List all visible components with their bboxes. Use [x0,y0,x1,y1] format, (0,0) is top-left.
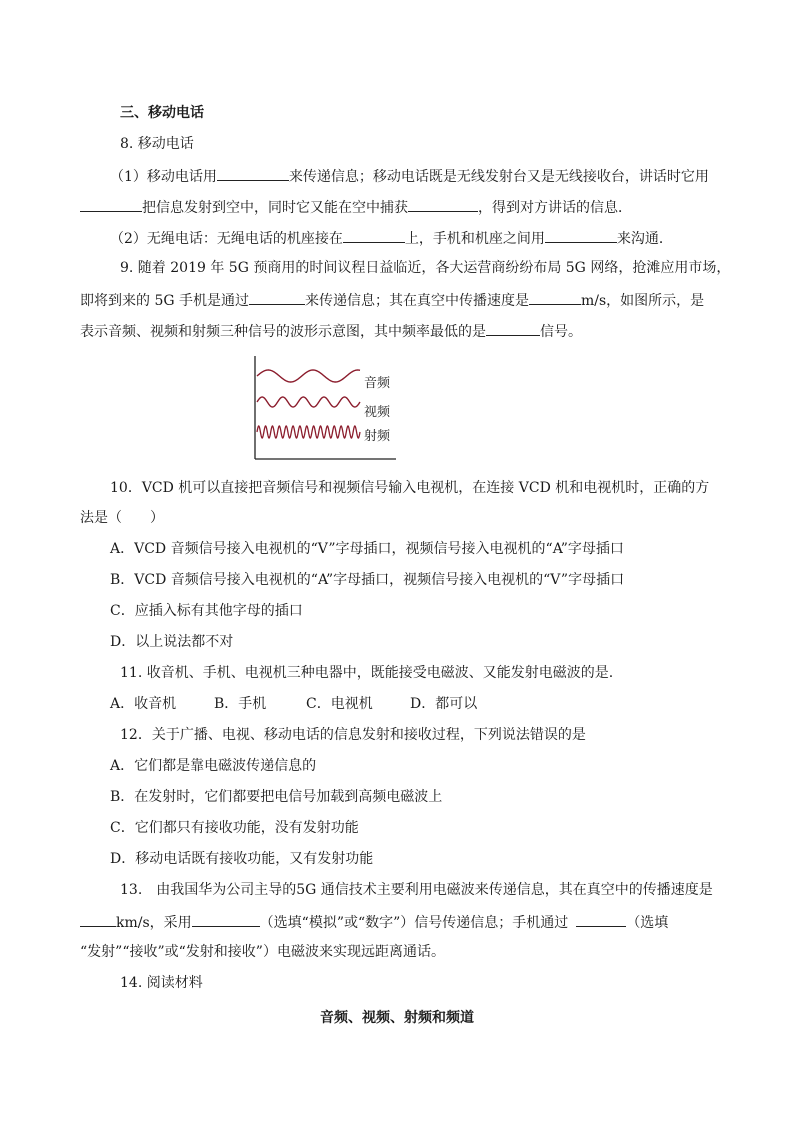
q9-line2-text-b: 来传递信息；其在真空中传播速度是 [305,293,529,309]
q10-option-b[interactable]: B．VCD 音频信号接入电视机的“A”字母插口，视频信号接入电视机的“V”字母插口 [110,572,625,588]
q8-line3-text-a: （2）无绳电话：无绳电话的机座接在 [110,231,343,247]
q13-line1: 13. 由我国华为公司主导的5G 通信技术主要利用电磁波来传递信息，其在真空中的传播速度是 [120,882,713,898]
answer-blank[interactable] [486,320,540,336]
answer-blank[interactable] [343,227,405,243]
q8-line1-text-b: 来传递信息；移动电话既是无线发射台又是无线接收台，讲话时它用 [288,169,709,185]
q11-option-b[interactable]: B．手机 [214,696,267,712]
q8-line1 [110,165,709,187]
q11-option-d[interactable]: D．都可以 [410,696,478,712]
q11-options [110,694,477,714]
q9-line3 [80,320,582,342]
answer-blank[interactable] [80,196,142,212]
q8-line3-text-b: 上，手机和机座之间用 [404,231,545,247]
q9-line1: 9. 随着 2019 年 5G 预商用的时间议程日益临近，各大运营商纷纷布局 5G 网络，抢滩应用市场， [120,260,731,276]
q9-line3-text-b: 信号。 [540,324,582,340]
q8-line1-text-a: （1）移动电话用 [110,169,217,185]
q8-line2 [80,196,632,218]
q10-option-d[interactable]: D．以上说法都不对 [110,634,234,650]
q12-stem: 12．关于广播、电视、移动电话的信息发射和接收过程，下列说法错误的是 [120,727,586,743]
q10-line2: 法是（ ） [80,510,164,526]
q9-line2 [80,289,704,311]
waveform-figure [248,352,398,462]
answer-blank[interactable] [576,911,626,927]
q13-line2-text-a: km/s，采用 [116,915,192,931]
audio-wave [257,370,360,382]
q10-option-a[interactable]: A．VCD 音频信号接入电视机的“V”字母插口，视频信号接入电视机的“A”字母插口 [110,541,624,557]
q8-line3-text-c: 来沟通． [616,231,673,247]
q8-line2-text-a: 把信息发射到空中，同时它又能在空中捕获 [142,200,408,216]
q12-option-a[interactable]: A．它们都是靠电磁波传递信息的 [110,758,317,774]
q8-heading: 8. 移动电话 [120,136,194,152]
answer-blank[interactable] [192,911,260,927]
rf-wave [257,426,360,438]
q13-line2-text-b: （选填“模拟”或“数字”）信号传递信息；手机通过 [259,915,569,931]
section-title: 三、移动电话 [120,105,204,121]
q13-line3: “发射”“接收”或“发射和接收”）电磁波来实现远距离通话。 [80,944,445,960]
reading-title: 音频、视频、射频和频道 [320,1010,474,1026]
q14-heading: 14. 阅读材料 [120,975,203,991]
audio-label: 音频 [364,376,391,391]
q12-option-d[interactable]: D．移动电话既有接收功能，又有发射功能 [110,851,374,867]
waveform-diagram [248,352,398,462]
q12-option-c[interactable]: C．它们都只有接收功能，没有发射功能 [110,820,359,836]
q11-option-c[interactable]: C．电视机 [306,696,373,712]
q11-stem: 11. 收音机、手机、电视机三种电器中，既能接受电磁波、又能发射电磁波的是. [120,665,614,681]
answer-blank[interactable] [249,289,305,305]
q8-line3 [110,227,673,249]
q9-line3-text-a: 表示音频、视频和射频三种信号的波形示意图，其中频率最低的是 [80,324,486,340]
q10-line1: 10．VCD 机可以直接把音频信号和视频信号输入电视机，在连接 VCD 机和电视机时，正确的方 [110,480,710,496]
q10-option-c[interactable]: C．应插入标有其他字母的插口 [110,603,303,619]
answer-blank[interactable] [80,911,116,927]
q13-line2-text-c: （选填 [626,915,669,931]
q13-line2 [80,911,668,933]
q8-line2-text-b: ，得到对方讲话的信息． [478,200,632,216]
q12-option-b[interactable]: B．在发射时，它们都要把电信号加载到高频电磁波上 [110,789,443,805]
video-label: 视频 [364,405,391,420]
q9-line2-text-c: m/s，如图所示，是 [581,293,705,309]
q11-option-a[interactable]: A．收音机 [110,696,177,712]
answer-blank[interactable] [529,289,581,305]
video-wave [257,397,360,407]
answer-blank[interactable] [545,227,617,243]
answer-blank[interactable] [408,196,478,212]
rf-label: 射频 [364,429,391,444]
q9-line2-text-a: 即将到来的 5G 手机是通过 [80,293,249,309]
answer-blank[interactable] [217,165,289,181]
